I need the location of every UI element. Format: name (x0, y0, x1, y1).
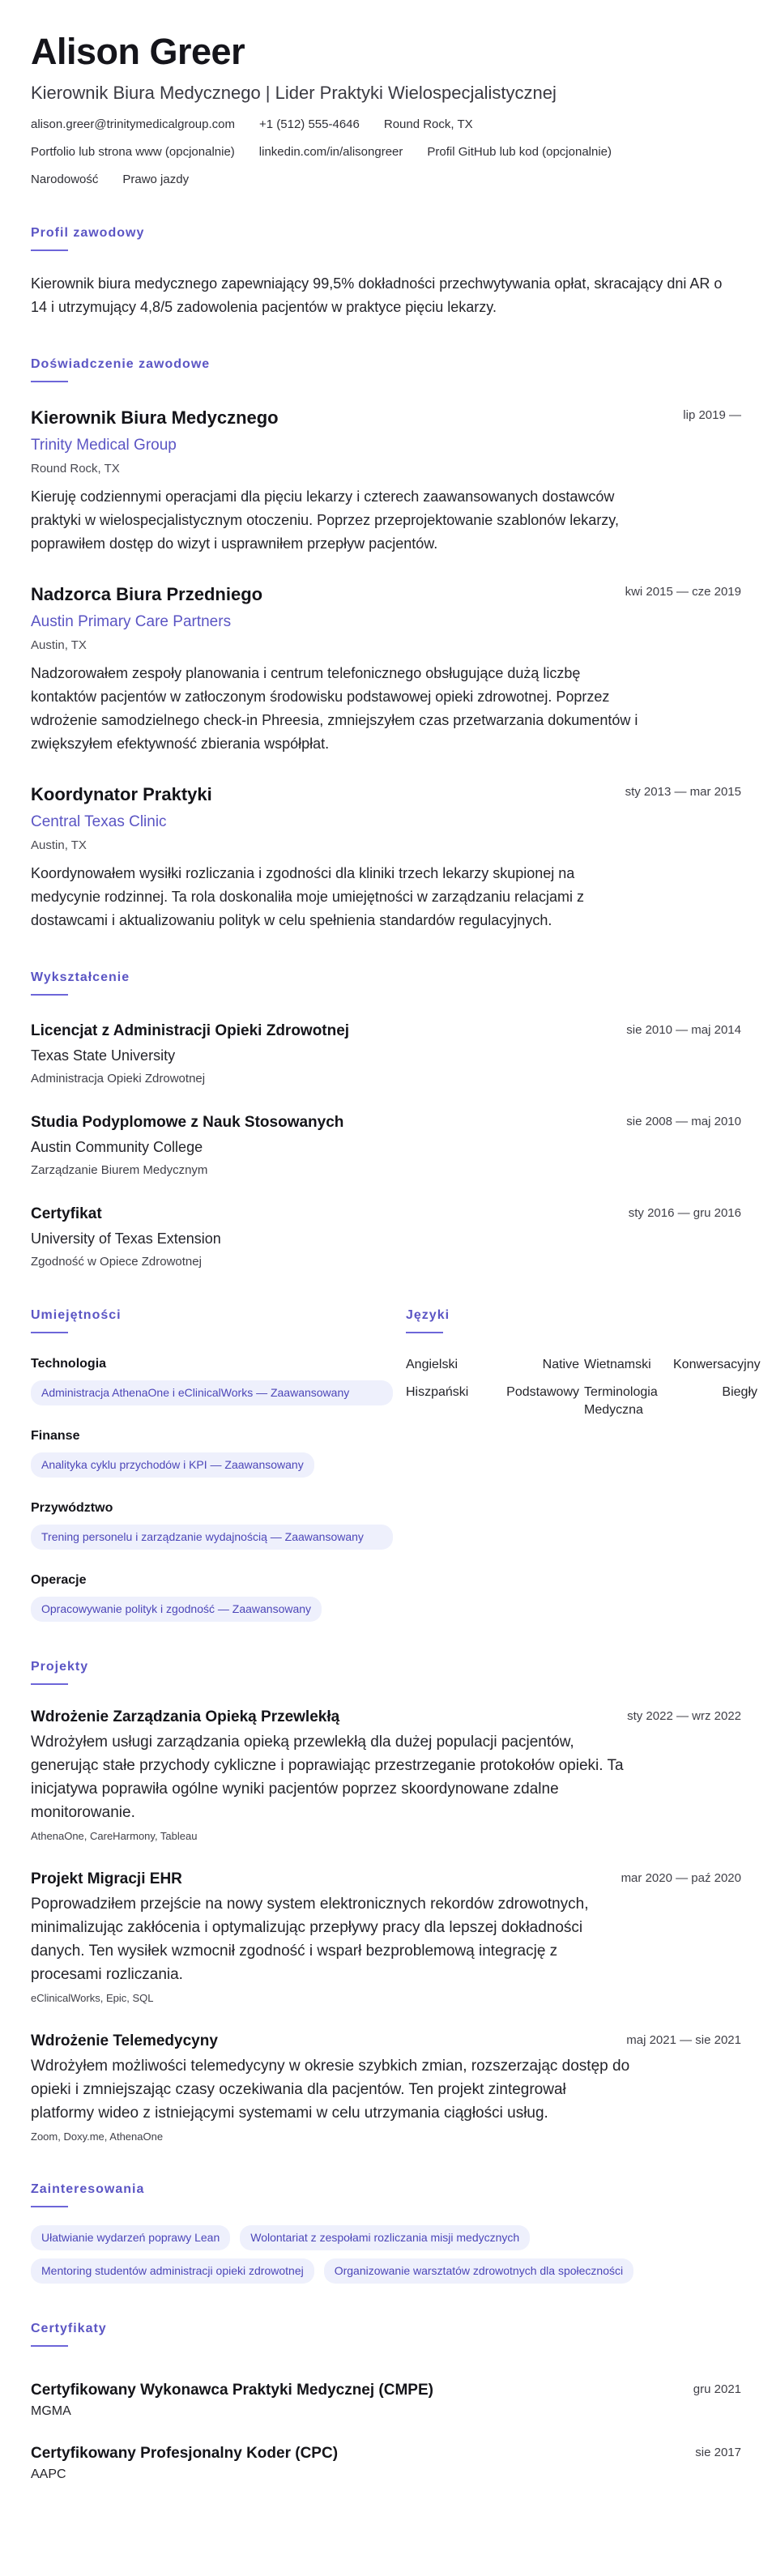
section-title: Projekty (31, 1660, 89, 1674)
language-name: Terminologia Medyczna (584, 1385, 658, 1417)
experience-section (31, 356, 741, 932)
section-title: Certyfikaty (31, 2322, 107, 2335)
field-of-study: Administracja Opieki Zdrowotnej (31, 1072, 206, 1085)
education-dates: sie 2010 — maj 2014 (626, 1023, 741, 1037)
certification-date: sie 2017 (695, 2446, 741, 2459)
certification-entry (31, 2444, 741, 2483)
interest-list (31, 2225, 741, 2284)
interests-section (31, 2181, 741, 2284)
section-divider (406, 1332, 443, 1333)
degree: Certyfikat (31, 1205, 102, 1222)
language-level: Konwersacyjny (673, 1358, 761, 1371)
section-title: Umiejętności (31, 1308, 122, 1322)
project-description: Wdrożyłem możliwości telemedycyny w okresie szybkich zmian, rozszerzając dostęp do opieki i zmniejszając czasy oczekiwania dla pacjentów. Ten projekt zintegrował platformy wideo z istniejącymi systemami w celu utrzymania ciągłości usług. (31, 2058, 630, 2122)
skill-pill: Trening personelu i zarządzanie wydajnością — Zaawansowany (31, 1525, 393, 1550)
language-name: Angielski (406, 1358, 459, 1371)
languages-table (406, 1356, 762, 1419)
resume-header (31, 31, 741, 188)
github-link[interactable]: Profil GitHub lub kod (opcjonalnie) (427, 145, 612, 159)
section-divider (31, 2206, 68, 2207)
job-title: Kierownik Biura Medycznego (31, 407, 279, 428)
skills-section (31, 1307, 406, 1622)
language-name: Wietnamski (584, 1358, 651, 1371)
contact-row (31, 117, 741, 133)
job-location: Austin, TX (31, 838, 87, 852)
profile-section (31, 225, 741, 319)
job-dates: kwi 2015 — cze 2019 (625, 585, 741, 599)
location: Round Rock, TX (383, 117, 473, 131)
projects-section (31, 1659, 741, 2144)
project-title: Projekt Migracji EHR (31, 1870, 182, 1887)
skill-group (31, 1500, 393, 1550)
certifications-section (31, 2321, 741, 2483)
interest-pill: Mentoring studentów administracji opieki zdrowotnej (31, 2258, 314, 2284)
interest-pill: Wolontariat z zespołami rozliczania misji medycznych (240, 2225, 530, 2250)
education-dates: sie 2008 — maj 2010 (626, 1115, 741, 1128)
phone[interactable]: +1 (512) 555-4646 (259, 117, 360, 131)
certification-issuer: AAPC (31, 2467, 66, 2481)
links-row (31, 144, 741, 160)
nationality: Narodowość (31, 173, 99, 186)
certification-name: Certyfikowany Wykonawca Praktyki Medycznej (CMPE) (31, 2382, 433, 2399)
project-entry (31, 1870, 741, 2006)
job-description: Kieruję codziennymi operacjami dla pięciu lekarzy i czterech zaawansowanych dostawców praktyki w wielospecjalistycznym otoczeniu. Poprzez przeprojektowanie szablonów lekarzy, poprawiłem dostęp do wizyt i usprawniłem przepływ pacjentów. (31, 488, 619, 552)
project-description: Poprowadziłem przejście na nowy system elektronicznych rekordów zdrowotnych, minimalizując zakłócenia i optymalizując przepływy pracy dla lepszej dokładności danych. Ten wysiłek wzmocnił zgodność i wsparł bezproblemową integrację z procesami rozliczania. (31, 1896, 589, 1983)
linkedin-link[interactable]: linkedin.com/in/alisongreer (258, 145, 403, 159)
job-entry (31, 583, 741, 756)
school: Austin Community College (31, 1139, 203, 1155)
job-title: Koordynator Praktyki (31, 784, 212, 804)
job-company: Austin Primary Care Partners (31, 613, 232, 630)
personal-row (31, 172, 741, 188)
certification-entry (31, 2381, 741, 2420)
languages-section (406, 1307, 761, 1622)
job-entry (31, 407, 741, 556)
driving-license: Prawo jazdy (122, 173, 190, 186)
skills-languages-row (31, 1307, 761, 1622)
section-divider (31, 249, 68, 251)
headline: Kierownik Biura Medycznego | Lider Praktyki Wielospecjalistycznej (31, 83, 557, 103)
email[interactable]: alison.greer@trinitymedicalgroup.com (31, 117, 235, 131)
job-company: Central Texas Clinic (31, 813, 167, 830)
job-description: Koordynowałem wysiłki rozliczania i zgodności dla kliniki trzech lekarzy skupionej na medycynie rodzinnej. Ta rola doskonaliła moje umiejętności w zarządzaniu relacjami z dostawcami i aktualizowaniu polityk w celu spełnienia standardów regulacyjnych. (31, 865, 584, 928)
section-title: Zainteresowania (31, 2182, 145, 2196)
school: Texas State University (31, 1047, 176, 1064)
certification-issuer: MGMA (31, 2404, 71, 2418)
education-dates: sty 2016 — gru 2016 (628, 1206, 741, 1220)
language-level: Biegły (722, 1385, 757, 1399)
project-title: Wdrożenie Zarządzania Opieką Przewlekłą (31, 1708, 340, 1725)
education-section (31, 970, 741, 1270)
skill-group (31, 1572, 393, 1622)
section-divider (31, 381, 68, 382)
job-dates: lip 2019 — (683, 408, 741, 422)
skill-category: Technologia (31, 1357, 107, 1371)
language-row (406, 1384, 762, 1419)
skill-category: Przywództwo (31, 1501, 113, 1515)
project-dates: mar 2020 — paź 2020 (621, 1871, 741, 1885)
skill-pill: Analityka cyklu przychodów i KPI — Zaawansowany (31, 1452, 314, 1478)
job-location: Round Rock, TX (31, 462, 120, 476)
education-entry (31, 1205, 741, 1270)
section-divider (31, 1683, 68, 1685)
language-row (406, 1356, 762, 1374)
job-title: Nadzorca Biura Przedniego (31, 584, 263, 604)
job-description: Nadzorowałem zespoły planowania i centrum telefonicznego obsługujące dużą liczbę kontaktów pacjentów w zatłoczonym środowisku podstawowej opieki zdrowotnej. Poprzez wdrożenie samodzielnego check-in Phreesia, zmniejszyłem czas przetwarzania dokumentów i zwiększyłem efektywność zbierania współpłat. (31, 665, 638, 752)
certification-date: gru 2021 (693, 2382, 741, 2396)
skill-pill: Administracja AthenaOne i eClinicalWorks — Zaawansowany (31, 1380, 393, 1405)
field-of-study: Zgodność w Opiece Zdrowotnej (31, 1255, 202, 1269)
project-tech: AthenaOne, CareHarmony, Tableau (31, 1830, 198, 1842)
project-tech: eClinicalWorks, Epic, SQL (31, 1992, 154, 2004)
section-title: Doświadczenie zawodowe (31, 357, 211, 371)
field-of-study: Zarządzanie Biurem Medycznym (31, 1163, 208, 1177)
language-level: Podstawowy (506, 1385, 579, 1399)
interest-pill: Ułatwianie wydarzeń poprawy Lean (31, 2225, 230, 2250)
project-dates: sty 2022 — wrz 2022 (627, 1709, 741, 1723)
certification-name: Certyfikowany Profesjonalny Koder (CPC) (31, 2445, 339, 2462)
skill-category: Finanse (31, 1429, 80, 1443)
language-level: Native (542, 1358, 579, 1371)
section-title: Profil zawodowy (31, 226, 145, 240)
job-location: Austin, TX (31, 638, 87, 652)
degree: Licencjat z Administracji Opieki Zdrowotnej (31, 1022, 350, 1039)
project-tech: Zoom, Doxy.me, AthenaOne (31, 2130, 164, 2143)
section-title: Języki (406, 1308, 450, 1322)
project-dates: maj 2021 — sie 2021 (626, 2033, 741, 2047)
skill-group (31, 1428, 393, 1478)
skill-group (31, 1356, 393, 1405)
project-entry (31, 1708, 741, 1844)
interest-pill: Organizowanie warsztatów zdrowotnych dla społeczności (324, 2258, 633, 2284)
skill-pill: Opracowywanie polityk i zgodność — Zaawansowany (31, 1597, 322, 1622)
candidate-name: Alison Greer (31, 31, 245, 72)
job-entry (31, 783, 741, 932)
profile-summary: Kierownik biura medycznego zapewniający 99,5% dokładności przechwytywania opłat, skracający dni AR o 14 i utrzymujący 4,8/5 zadowolenia pacjentów w praktyce pięciu lekarzy. (31, 275, 723, 315)
section-divider (31, 1332, 68, 1333)
job-dates: sty 2013 — mar 2015 (625, 785, 741, 799)
section-divider (31, 2345, 68, 2347)
portfolio-link[interactable]: Portfolio lub strona www (opcjonalnie) (31, 145, 235, 159)
degree: Studia Podyplomowe z Nauk Stosowanych (31, 1114, 344, 1131)
education-entry (31, 1021, 741, 1087)
project-title: Wdrożenie Telemedycyny (31, 2032, 218, 2049)
project-entry (31, 2032, 741, 2144)
section-title: Wykształcenie (31, 970, 130, 984)
education-entry (31, 1113, 741, 1179)
school: University of Texas Extension (31, 1230, 221, 1247)
language-name: Hiszpański (406, 1385, 469, 1399)
project-description: Wdrożyłem usługi zarządzania opieką przewlekłą dla dużej populacji pacjentów, generując stałe przychody cykliczne i poprawiając przestrzeganie protokołów opieki. Ta inicjatywa poprawiła ogólne wyniki pacjentów poprzez skoordynowane zdalne monitorowanie. (31, 1734, 624, 1821)
section-divider (31, 994, 68, 996)
job-company: Trinity Medical Group (31, 437, 177, 454)
skill-category: Operacje (31, 1573, 87, 1587)
